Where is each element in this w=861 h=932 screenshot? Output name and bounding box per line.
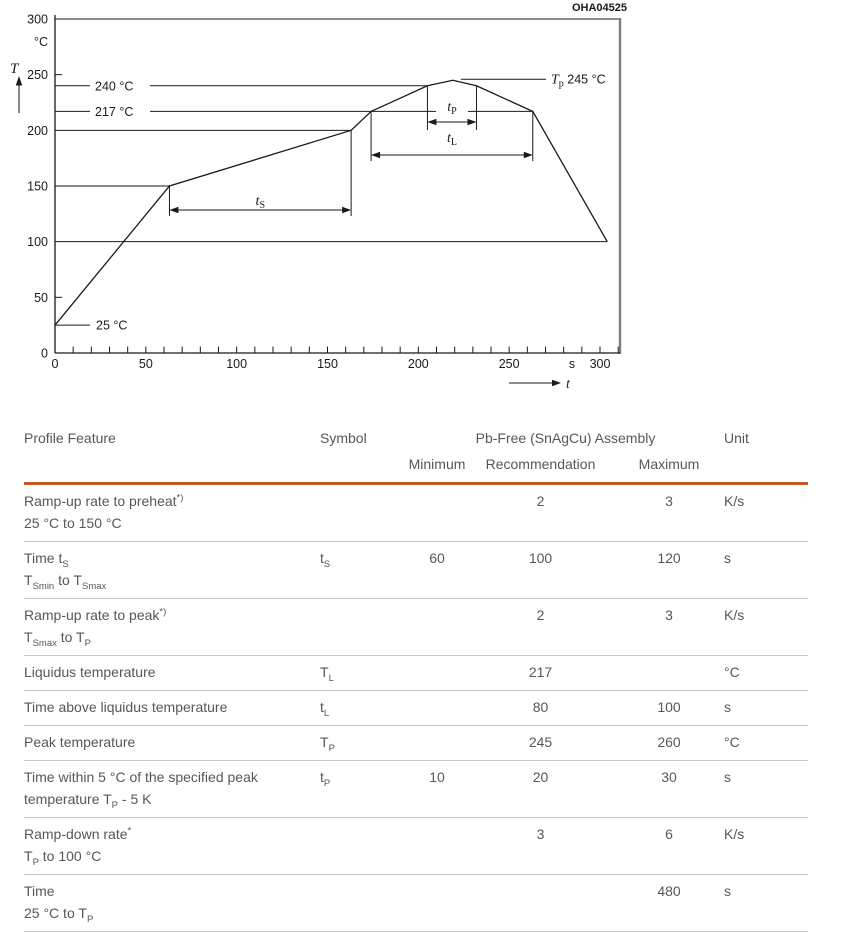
svg-text:T: T <box>10 61 19 77</box>
svg-text:tS: $t_S$ <box>255 194 266 211</box>
cell-symbol: $t_P$ <box>320 769 331 789</box>
cell-recommendation: 3 <box>536 826 545 842</box>
cell-symbol: $T_L$ <box>320 664 334 684</box>
cell-unit: s <box>724 699 731 715</box>
cell-minimum: 60 <box>429 550 445 566</box>
cell-feature: Time $t_S$ $T_{Smin}$ to $T_{Smax}$ <box>24 550 107 592</box>
svg-text:s: s <box>568 357 576 371</box>
col-header-symbol: Symbol <box>320 430 367 446</box>
cell-unit: s <box>724 883 731 899</box>
svg-text:Tp 245 °C: $T_p$ 245 °C <box>551 72 606 90</box>
col-header-recommendation: Recommendation <box>485 456 596 472</box>
cell-recommendation: 217 <box>528 664 553 680</box>
table-header <box>24 420 808 485</box>
cell-unit: K/s <box>724 826 745 842</box>
figure-id-label: OHA04525 <box>571 2 627 14</box>
cell-symbol: $t_L$ <box>320 699 330 719</box>
cell-minimum: 10 <box>429 769 445 785</box>
svg-text:217 °C: 217 °C <box>95 104 134 119</box>
svg-text:250: 250 <box>27 68 48 83</box>
cell-feature: Ramp-up rate to peak*) $T_{Smax}$ to $T_P$ <box>24 606 167 649</box>
svg-text:200: 200 <box>407 357 429 371</box>
svg-text:100: 100 <box>226 357 248 371</box>
cell-feature: Liquidus temperature <box>24 664 156 680</box>
cell-symbol: $T_P$ <box>320 734 335 754</box>
table-row <box>24 656 808 691</box>
table-row <box>24 875 808 932</box>
svg-text:240 °C: 240 °C <box>95 79 134 94</box>
svg-text:250: 250 <box>498 357 520 371</box>
cell-maximum: 120 <box>657 550 681 566</box>
cell-feature: Peak temperature <box>24 734 136 750</box>
temperature-ref-lines <box>55 79 607 332</box>
cell-recommendation: 245 <box>528 734 553 750</box>
cell-unit: K/s <box>724 607 745 623</box>
col-header-unit: Unit <box>724 430 749 446</box>
svg-text:0: 0 <box>41 346 48 361</box>
cell-unit: K/s <box>724 493 745 509</box>
cell-feature: Ramp-down rate* $T_P$ to 100 °C <box>24 825 132 868</box>
reflow-profile-chart <box>0 0 861 402</box>
svg-text:50: 50 <box>34 290 48 305</box>
svg-text:50: 50 <box>138 357 153 371</box>
cell-unit: °C <box>724 664 740 680</box>
cell-recommendation: 2 <box>536 493 545 509</box>
cell-maximum: 3 <box>665 607 673 623</box>
reflow-spec-table <box>24 420 808 932</box>
svg-text:tP: $t_P$ <box>447 100 457 117</box>
cell-unit: °C <box>724 734 740 750</box>
cell-feature: Time 25 °C to $T_P$ <box>24 883 94 925</box>
col-header-minimum: Minimum <box>408 456 466 472</box>
col-header-profile-feature: Profile Feature <box>24 430 116 446</box>
cell-recommendation: 80 <box>532 699 549 715</box>
time-measurements <box>169 86 532 216</box>
svg-text:200: 200 <box>27 123 48 138</box>
cell-unit: s <box>724 550 731 566</box>
cell-recommendation: 20 <box>532 769 549 785</box>
table-body <box>24 485 808 932</box>
col-header-assembly-group: Pb-Free (SnAgCu) Assembly <box>475 430 656 446</box>
cell-maximum: 6 <box>665 826 673 842</box>
cell-maximum: 30 <box>661 769 677 785</box>
cell-feature: Ramp-up rate to preheat*) 25 °C to 150 °C <box>24 492 184 531</box>
svg-text:°C: °C <box>33 35 48 49</box>
peak-annotation <box>461 73 606 90</box>
axes-frame <box>55 15 620 354</box>
table-row <box>24 818 808 875</box>
svg-text:25 °C: 25 °C <box>96 318 128 333</box>
svg-text:tL: $t_L$ <box>446 131 457 148</box>
svg-text:100: 100 <box>27 235 48 250</box>
svg-text:0: 0 <box>51 357 59 371</box>
table-row <box>24 761 808 818</box>
svg-text:300: 300 <box>27 12 48 27</box>
profile-curve <box>55 80 607 325</box>
cell-maximum: 100 <box>657 699 681 715</box>
cell-maximum: 480 <box>657 883 681 899</box>
col-header-maximum: Maximum <box>638 456 700 472</box>
svg-text:t: t <box>566 377 570 392</box>
cell-recommendation: 2 <box>536 607 545 623</box>
svg-text:150: 150 <box>27 179 48 194</box>
axis-ticks-labels <box>27 13 618 372</box>
cell-feature: Time above liquidus temperature <box>24 699 228 715</box>
cell-maximum: 3 <box>665 493 673 509</box>
table-row <box>24 599 808 656</box>
table-row <box>24 485 808 542</box>
cell-maximum: 260 <box>657 734 681 750</box>
table-row <box>24 542 808 599</box>
table-row <box>24 726 808 761</box>
cell-symbol: $t_S$ <box>320 550 331 570</box>
svg-text:300: 300 <box>589 357 611 371</box>
cell-recommendation: 100 <box>528 550 553 566</box>
svg-text:150: 150 <box>317 357 338 371</box>
table-row <box>24 691 808 726</box>
cell-feature: Time within 5 °C of the specified peak temperature $T_P - 5$ K <box>24 769 258 811</box>
cell-unit: s <box>724 769 731 785</box>
